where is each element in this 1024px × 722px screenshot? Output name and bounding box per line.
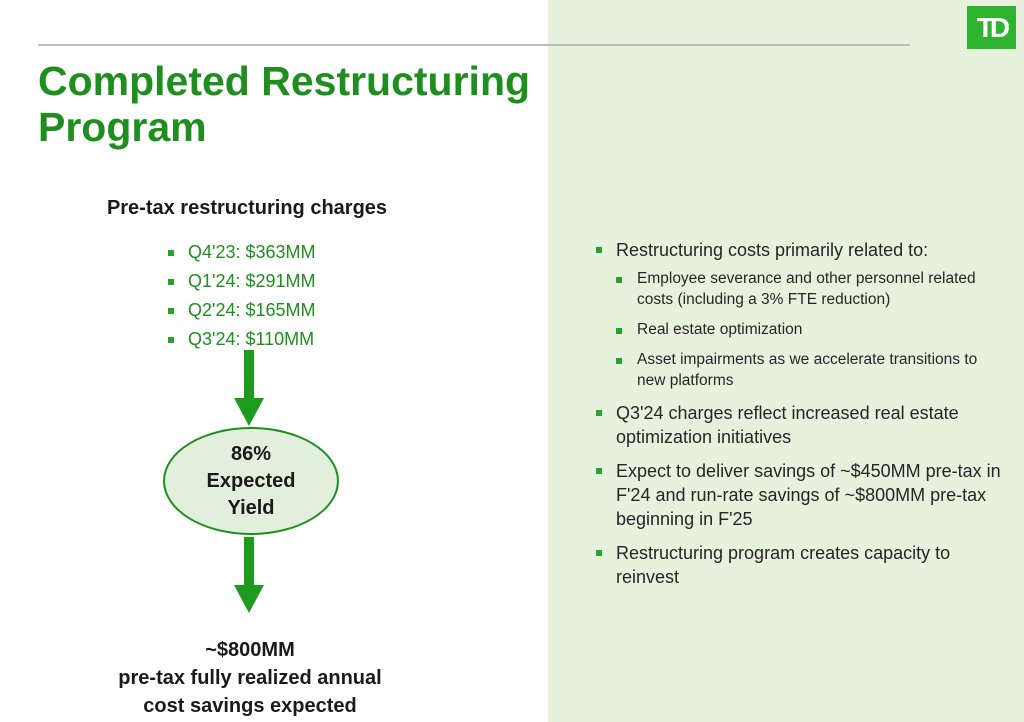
square-bullet-icon	[168, 308, 174, 314]
sub-point	[616, 319, 1006, 340]
savings-summary	[64, 636, 436, 720]
key-point	[596, 238, 1006, 391]
savings-text-line-1: pre-tax fully realized annual	[118, 667, 382, 689]
charge-text: Q3'24: $110MM	[188, 329, 315, 349]
square-bullet-icon	[616, 277, 622, 283]
square-bullet-icon	[168, 279, 174, 285]
savings-text-line-2: cost savings expected	[143, 695, 357, 717]
square-bullet-icon	[596, 468, 602, 474]
sub-point-text: Asset impairments as we accelerate transitions to new platforms	[637, 351, 978, 389]
key-point	[596, 459, 1006, 531]
td-logo: TD	[967, 6, 1016, 49]
key-point	[596, 401, 1006, 449]
key-point-text: Expect to deliver savings of ~$450MM pre-tax in F'24 and run-rate savings of ~$800MM pre-tax beginning in F'25	[616, 461, 1001, 529]
square-bullet-icon	[596, 247, 602, 253]
page-title-line-2: Program	[38, 104, 207, 150]
page-title	[38, 58, 530, 150]
square-bullet-icon	[616, 358, 622, 364]
sub-points-list	[616, 268, 1006, 391]
square-bullet-icon	[168, 337, 174, 343]
charge-text: Q4'23: $363MM	[188, 242, 316, 262]
down-arrow-icon	[234, 350, 264, 428]
yield-label-line-2: Yield	[227, 496, 275, 519]
charge-item	[168, 296, 316, 325]
yield-percent: 86%	[230, 442, 272, 465]
square-bullet-icon	[596, 550, 602, 556]
key-point	[596, 541, 1006, 589]
savings-amount: ~$800MM	[205, 639, 295, 661]
yield-label-line-1: Expected	[206, 469, 296, 492]
square-bullet-icon	[168, 250, 174, 256]
square-bullet-icon	[616, 328, 622, 334]
expected-yield-ellipse	[163, 427, 339, 535]
sub-point	[616, 268, 1006, 310]
page-title-line-1: Completed Restructuring	[38, 58, 531, 104]
down-arrow-icon	[234, 537, 264, 615]
sub-point	[616, 349, 1006, 391]
key-point-text: Q3'24 charges reflect increased real estate optimization initiatives	[616, 403, 959, 447]
charges-heading: Pre-tax restructuring charges	[106, 197, 388, 219]
charge-item	[168, 238, 316, 267]
sub-point-text: Employee severance and other personnel related costs (including a 3% FTE reduction)	[637, 270, 976, 308]
charge-item	[168, 267, 316, 296]
key-point-text: Restructuring costs primarily related to:	[616, 240, 929, 260]
square-bullet-icon	[596, 410, 602, 416]
key-point-text: Restructuring program creates capacity to reinvest	[616, 543, 951, 587]
charges-list	[168, 238, 316, 354]
top-divider	[38, 44, 910, 46]
key-points-list	[596, 238, 1006, 599]
charge-text: Q1'24: $291MM	[188, 271, 316, 291]
sub-point-text: Real estate optimization	[637, 321, 803, 338]
charge-text: Q2'24: $165MM	[188, 300, 316, 320]
